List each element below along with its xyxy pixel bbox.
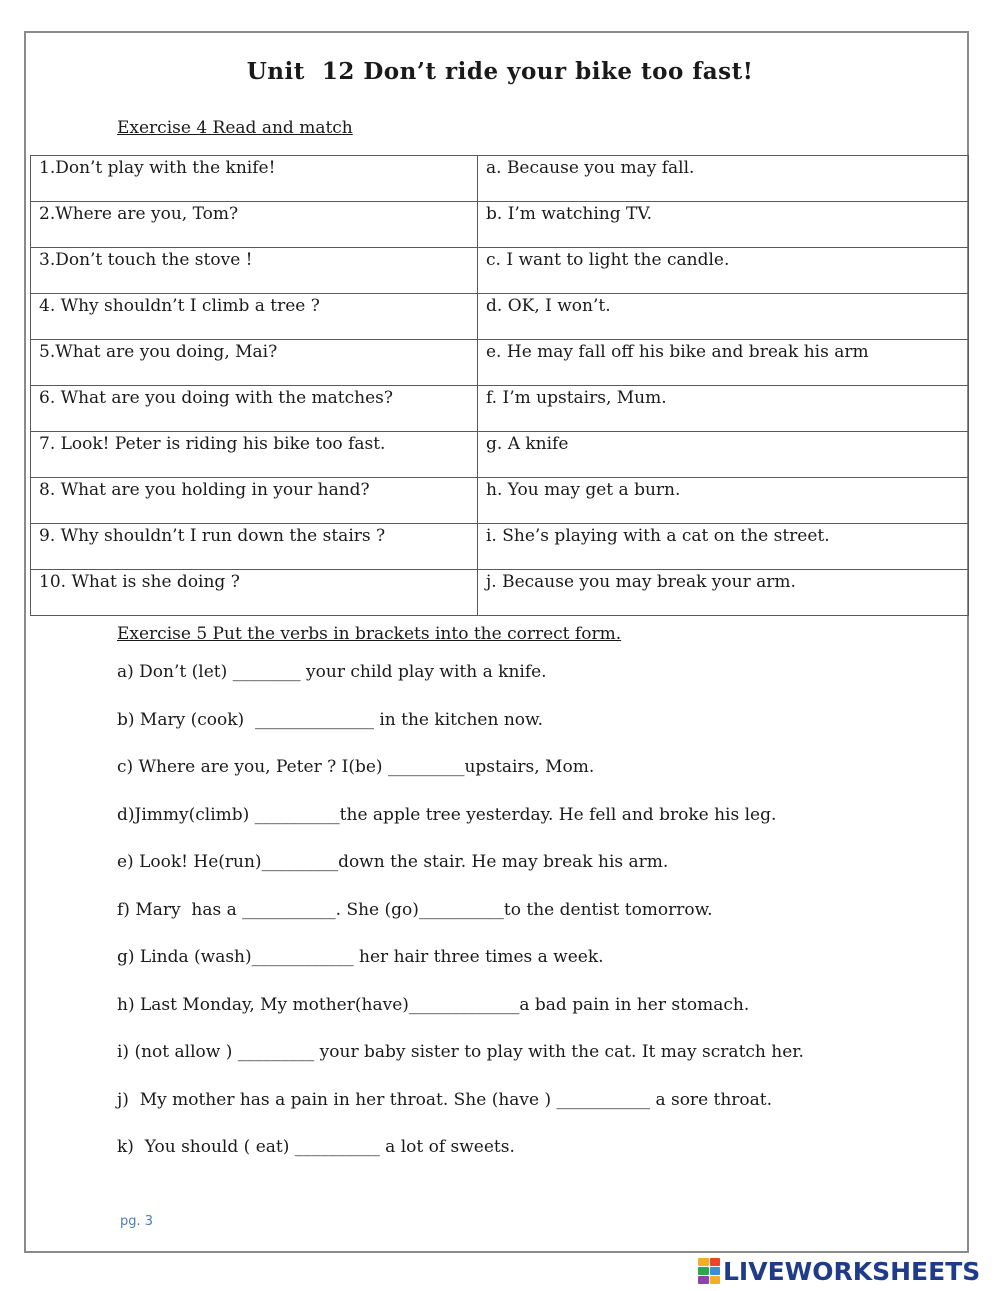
table-row: [31, 202, 969, 248]
list-item: b) Mary (cook) ______________ in the kitchen now.: [117, 709, 543, 730]
list-item: e) Look! He(run)_________down the stair. He may break his arm.: [117, 852, 669, 872]
answer-cell: f. I’m upstairs, Mum.: [478, 386, 969, 432]
table-row: [31, 524, 969, 570]
answer-cell: e. He may fall off his bike and break his arm: [478, 340, 969, 386]
table-row: [31, 432, 969, 478]
brand-blocks-icon: [698, 1258, 720, 1284]
answer-cell: j. Because you may break your arm.: [478, 570, 969, 616]
answer-cell: d. OK, I won’t.: [478, 294, 969, 340]
table-row: [31, 386, 969, 432]
question-cell: 8. What are you holding in your hand?: [31, 478, 478, 524]
exercise-5-list: [117, 660, 937, 1183]
list-item: g) Linda (wash)____________ her hair three times a week.: [117, 947, 604, 967]
table-row: [31, 294, 969, 340]
question-cell: 2.Where are you, Tom?: [31, 202, 478, 248]
answer-cell: a. Because you may fall.: [478, 156, 969, 202]
list-item: d)Jimmy(climb) __________the apple tree yesterday. He fell and broke his leg.: [117, 804, 777, 825]
list-item: h) Last Monday, My mother(have)_____________a bad pain in her stomach.: [117, 994, 750, 1015]
table-row: [31, 340, 969, 386]
list-item: c) Where are you, Peter ? I(be) _________upstairs, Mom.: [117, 757, 595, 777]
exercise-5-heading: Exercise 5 Put the verbs in brackets into the correct form.: [117, 624, 622, 644]
exercise-4-heading: Exercise 4 Read and match: [117, 118, 353, 138]
question-cell: 6. What are you doing with the matches?: [31, 386, 478, 432]
answer-cell: b. I’m watching TV.: [478, 202, 969, 248]
question-cell: 7. Look! Peter is riding his bike too fast.: [31, 432, 478, 478]
answer-cell: i. She’s playing with a cat on the street.: [478, 524, 969, 570]
answer-cell: c. I want to light the candle.: [478, 248, 969, 294]
table-row: [31, 248, 969, 294]
list-item: k) You should ( eat) __________ a lot of sweets.: [117, 1137, 515, 1157]
question-cell: 3.Don’t touch the stove !: [31, 248, 478, 294]
list-item: j) My mother has a pain in her throat. She (have ) ___________ a sore throat.: [117, 1089, 773, 1110]
answer-cell: h. You may get a burn.: [478, 478, 969, 524]
table-row: [31, 478, 969, 524]
table-row: [31, 156, 969, 202]
answer-cell: g. A knife: [478, 432, 969, 478]
list-item: a) Don’t (let) ________ your child play with a knife.: [117, 662, 547, 682]
page-number: pg. 3: [120, 1214, 154, 1229]
match-table: [30, 155, 969, 616]
list-item: f) Mary has a ___________. She (go)__________to the dentist tomorrow.: [117, 899, 713, 920]
liveworksheets-logo[interactable]: [698, 1254, 980, 1288]
list-item: i) (not allow ) _________ your baby sister to play with the cat. It may scratch her.: [117, 1042, 804, 1062]
brand-text: LIVEWORKSHEETS: [723, 1256, 981, 1286]
table-row: [31, 570, 969, 616]
question-cell: 5.What are you doing, Mai?: [31, 340, 478, 386]
question-cell: 9. Why shouldn’t I run down the stairs ?: [31, 524, 478, 570]
question-cell: 10. What is she doing ?: [31, 570, 478, 616]
question-cell: 1.Don’t play with the knife!: [31, 156, 478, 202]
page-title: Unit 12 Don’t ride your bike too fast!: [246, 58, 754, 85]
question-cell: 4. Why shouldn’t I climb a tree ?: [31, 294, 478, 340]
